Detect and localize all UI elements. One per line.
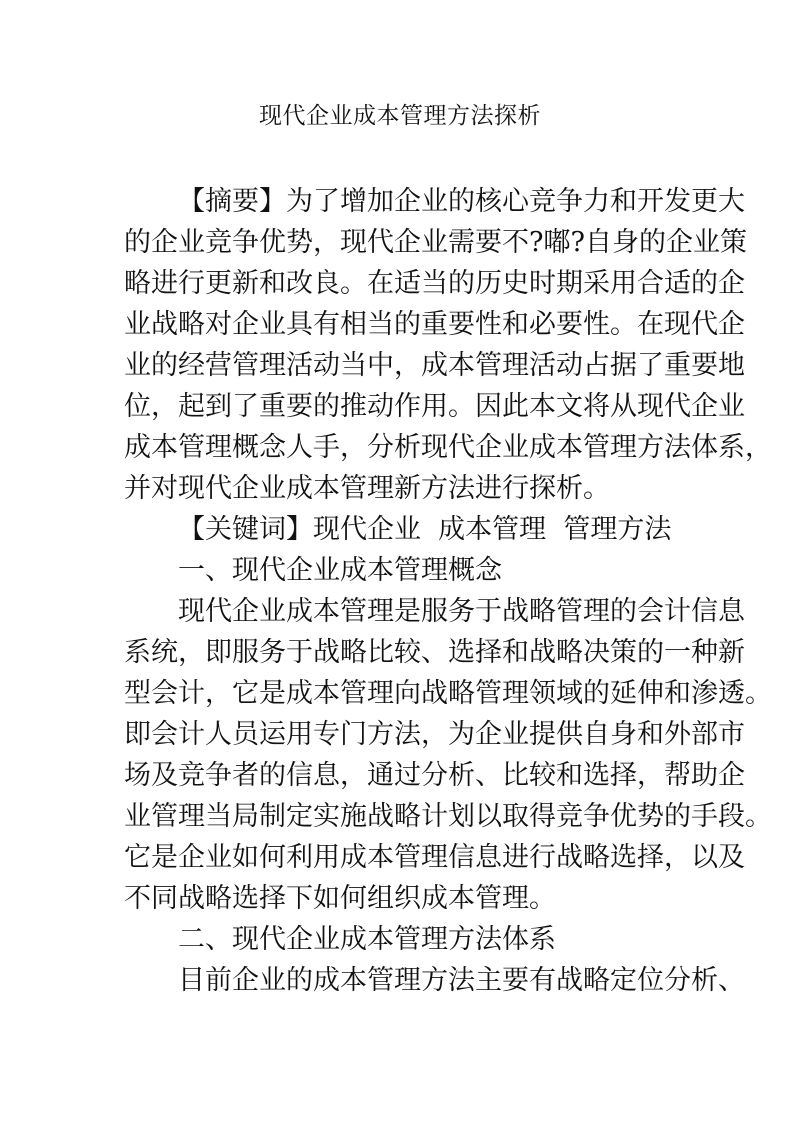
abstract-line: 成本管理概念人手，分析现代企业成本管理方法体系， bbox=[124, 432, 772, 463]
abstract-line: 的企业竞争优势，现代企业需要不?嘟?自身的企业策 bbox=[124, 227, 747, 258]
paragraph-line: 系统，即服务于战略比较、选择和战略决策的一种新 bbox=[124, 637, 745, 668]
document-title: 现代企业成本管理方法探析 bbox=[259, 103, 541, 129]
document-body bbox=[124, 181, 772, 1001]
keywords-line: 【关键词】现代企业 成本管理 管理方法 bbox=[178, 514, 672, 545]
abstract-line: 业的经营管理活动当中，成本管理活动占据了重要地 bbox=[124, 350, 745, 381]
abstract-line: 【摘要】为了增加企业的核心竞争力和开发更大 bbox=[178, 186, 745, 217]
paragraph-line: 目前企业的成本管理方法主要有战略定位分析、 bbox=[178, 965, 745, 996]
paragraph-line: 现代企业成本管理是服务于战略管理的会计信息 bbox=[178, 596, 745, 627]
abstract-line: 业战略对企业具有相当的重要性和必要性。在现代企 bbox=[124, 309, 745, 340]
section-heading: 二、现代企业成本管理方法体系 bbox=[178, 924, 556, 955]
abstract-line: 并对现代企业成本管理新方法进行探析。 bbox=[124, 473, 610, 504]
abstract-line: 略进行更新和改良。在适当的历史时期采用合适的企 bbox=[124, 268, 745, 299]
paragraph-line: 不同战略选择下如何组织成本管理。 bbox=[124, 883, 556, 914]
abstract-line: 位，起到了重要的推动作用。因此本文将从现代企业 bbox=[124, 391, 745, 422]
paragraph-line: 它是企业如何利用成本管理信息进行战略选择，以及 bbox=[124, 842, 745, 873]
section-heading: 一、现代企业成本管理概念 bbox=[178, 555, 502, 586]
paragraph-line: 场及竞争者的信息，通过分析、比较和选择，帮助企 bbox=[124, 760, 745, 791]
paragraph-line: 型会计，它是成本管理向战略管理领域的延伸和渗透。 bbox=[124, 678, 772, 709]
paragraph-line: 业管理当局制定实施战略计划以取得竞争优势的手段。 bbox=[124, 801, 772, 832]
paragraph-line: 即会计人员运用专门方法，为企业提供自身和外部市 bbox=[124, 719, 745, 750]
